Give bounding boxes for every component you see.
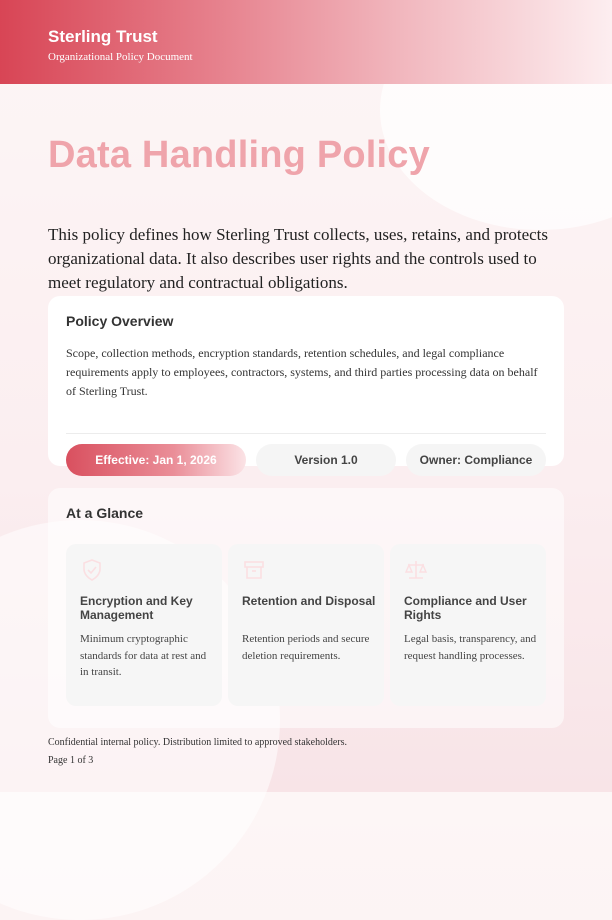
document-type: Organizational Policy Document bbox=[48, 51, 193, 63]
scales-icon bbox=[404, 558, 428, 582]
tile-title: Compliance and User Rights bbox=[404, 594, 527, 622]
page-title: Data Handling Policy bbox=[48, 134, 430, 176]
effective-date-badge: Effective: Jan 1, 2026 bbox=[66, 444, 246, 476]
policy-overview-card bbox=[48, 296, 564, 466]
tile-body: Retention periods and secure deletion requirements. bbox=[242, 633, 370, 662]
page-header bbox=[0, 0, 612, 84]
tile-title: Retention and Disposal bbox=[242, 594, 376, 608]
archive-box-icon bbox=[242, 558, 266, 582]
version-badge: Version 1.0 bbox=[256, 444, 396, 476]
owner-badge: Owner: Compliance bbox=[406, 444, 546, 476]
overview-heading: Policy Overview bbox=[66, 313, 174, 329]
glance-tile-compliance bbox=[390, 544, 546, 706]
tile-title: Encryption and Key Management bbox=[80, 594, 193, 622]
glance-heading: At a Glance bbox=[66, 505, 144, 521]
page-number: Page 1 of 3 bbox=[48, 755, 94, 766]
tile-body: Legal basis, transparency, and request handling processes. bbox=[404, 633, 537, 662]
tile-body: Minimum cryptographic standards for data at rest and in transit. bbox=[80, 633, 207, 678]
intro-paragraph: This policy defines how Sterling Trust collects, uses, retains, and protects organizational data. It also describes user rights and the controls used to meet regulatory and contractual obligations. bbox=[48, 225, 549, 292]
glance-tile-retention bbox=[228, 544, 384, 706]
shield-check-icon bbox=[80, 558, 104, 582]
overview-body: Scope, collection methods, encryption standards, retention schedules, and legal compliance requirements apply to employees, contractors, systems, and third parties processing data on behalf of Sterling Trust. bbox=[66, 346, 538, 398]
brand-name: Sterling Trust bbox=[48, 27, 158, 46]
divider bbox=[66, 433, 546, 434]
glance-tile-encryption bbox=[66, 544, 222, 706]
confidentiality-note: Confidential internal policy. Distribution limited to approved stakeholders. bbox=[48, 737, 348, 748]
